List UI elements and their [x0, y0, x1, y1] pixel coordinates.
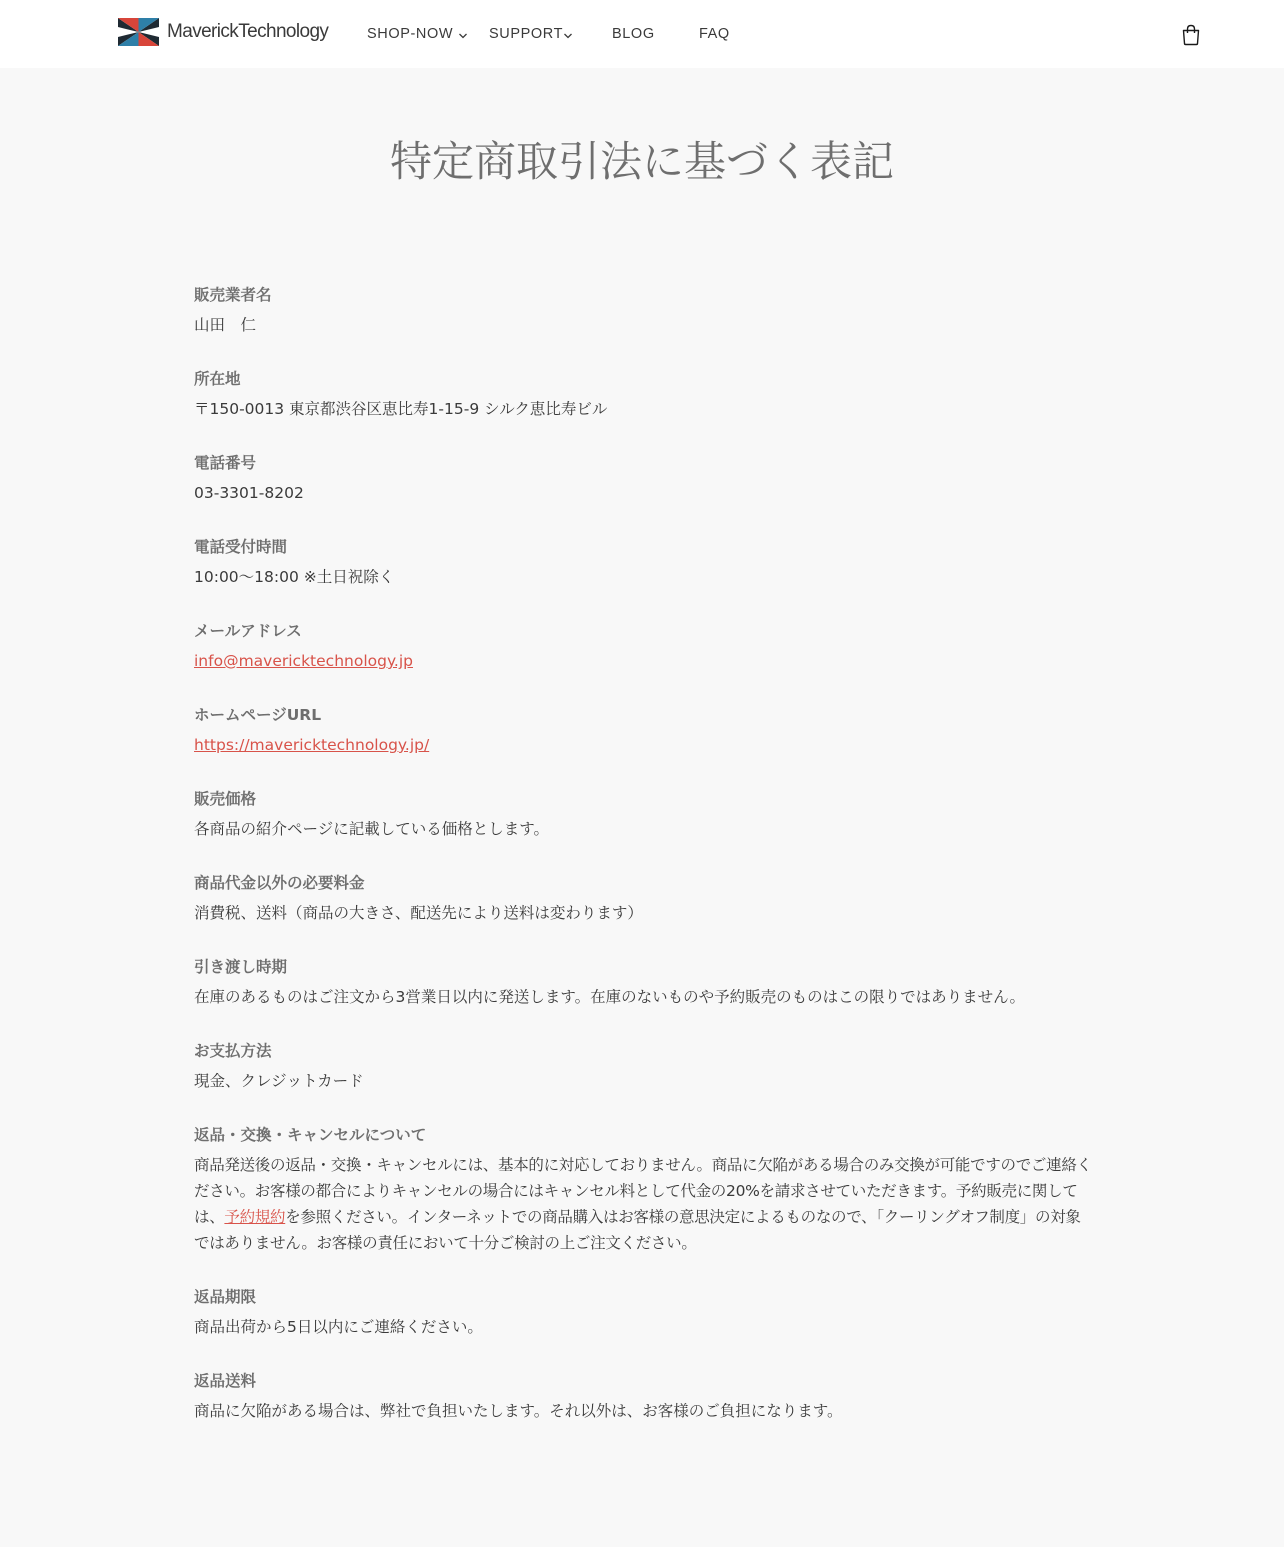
section-value: 商品に欠陥がある場合は、弊社で負担いたします。それ以外は、お客様のご負担になります。: [194, 1402, 843, 1420]
nav-shop-now-label: SHOP-NOW: [367, 26, 454, 42]
section-value: 商品出荷から5日以内にご連絡ください。: [194, 1318, 483, 1336]
homepage-link[interactable]: https://mavericktechnology.jp/: [194, 736, 430, 754]
section-return-shipping: [194, 1366, 1094, 1450]
section-value: 消費税、送料（商品の大きさ、配送先により送料は変わります）: [194, 904, 643, 922]
section-delivery-time: [194, 952, 1094, 1036]
section-label: 販売業者名: [194, 286, 272, 304]
page-title: 特定商取引法に基づく表記: [389, 137, 894, 186]
returns-text-before: 商品発送後の返品・交換・キャンセルには、基本的に対応しておりません。商品に欠陥がある場合のみ交換が可能ですのでご連絡ください。お客様の都合によりキャンセルの場合にはキャンセル料として代金の20%を請求させていただきます。予約販売に関しては、: [194, 1156, 1092, 1226]
nav-support-label: SUPPORT: [489, 26, 564, 42]
chevron-down-icon[interactable]: [458, 32, 468, 40]
logo-text: MaverickTechnology: [167, 21, 329, 42]
maverick-logo-icon: [116, 17, 161, 47]
section-payment: [194, 1036, 1094, 1120]
section-value: [194, 1152, 1094, 1256]
site-header: [0, 0, 1284, 68]
section-value: [194, 648, 1094, 674]
chevron-down-icon[interactable]: [563, 32, 573, 40]
section-label: メールアドレス: [194, 622, 302, 640]
section-label: お支払方法: [194, 1042, 272, 1060]
shopping-bag-icon[interactable]: [1181, 24, 1201, 46]
section-label: 返品・交換・キャンセルについて: [194, 1126, 427, 1144]
section-label: 電話受付時間: [194, 538, 288, 556]
section-label: 引き渡し時期: [194, 958, 288, 976]
section-value: 各商品の紹介ページに記載している価格とします。: [194, 820, 549, 838]
site-logo[interactable]: [116, 16, 328, 48]
section-label: 返品期限: [194, 1288, 257, 1306]
section-value: 03-3301-8202: [194, 484, 304, 502]
section-email: [194, 616, 1094, 700]
nav-blog[interactable]: [612, 24, 655, 44]
section-seller-name: [194, 280, 1094, 364]
section-address: [194, 364, 1094, 448]
section-label: 電話番号: [194, 454, 257, 472]
nav-blog-label: BLOG: [612, 26, 655, 42]
section-returns-policy: [194, 1120, 1094, 1282]
section-homepage: [194, 700, 1094, 784]
nav-faq-label: FAQ: [699, 26, 730, 42]
nav-shop-now[interactable]: [367, 24, 453, 44]
section-return-deadline: [194, 1282, 1094, 1366]
legal-notice-list: [194, 280, 1094, 1450]
section-label: 販売価格: [194, 790, 257, 808]
section-value: 山田 仁: [194, 316, 257, 334]
section-label: 商品代金以外の必要料金: [194, 874, 365, 892]
section-value: 現金、クレジットカード: [194, 1072, 364, 1090]
nav-support[interactable]: [489, 24, 563, 44]
section-extra-fees: [194, 868, 1094, 952]
section-phone: [194, 448, 1094, 532]
section-value: 〒150-0013 東京都渋谷区恵比寿1-15-9 シルク恵比寿ビル: [194, 400, 608, 418]
section-label: ホームページURL: [194, 706, 322, 724]
reservation-terms-link[interactable]: 予約規約: [224, 1208, 286, 1226]
section-label: 所在地: [194, 370, 241, 388]
returns-text-after: を参照ください。インターネットでの商品購入はお客様の意思決定によるものなので、「クーリングオフ制度」の対象ではありません。お客様の責任において十分ご検討の上ご注文ください。: [194, 1208, 1081, 1252]
section-value: 10:00〜18:00 ※土日祝除く: [194, 568, 395, 586]
nav-faq[interactable]: [699, 24, 730, 44]
section-price: [194, 784, 1094, 868]
section-phone-hours: [194, 532, 1094, 616]
section-value: [194, 732, 1094, 758]
section-value: 在庫のあるものはご注文から3営業日以内に発送します。在庫のないものや予約販売のものはこの限りではありません。: [194, 988, 1026, 1006]
email-link[interactable]: info@mavericktechnology.jp: [194, 652, 413, 670]
section-label: 返品送料: [194, 1372, 257, 1390]
